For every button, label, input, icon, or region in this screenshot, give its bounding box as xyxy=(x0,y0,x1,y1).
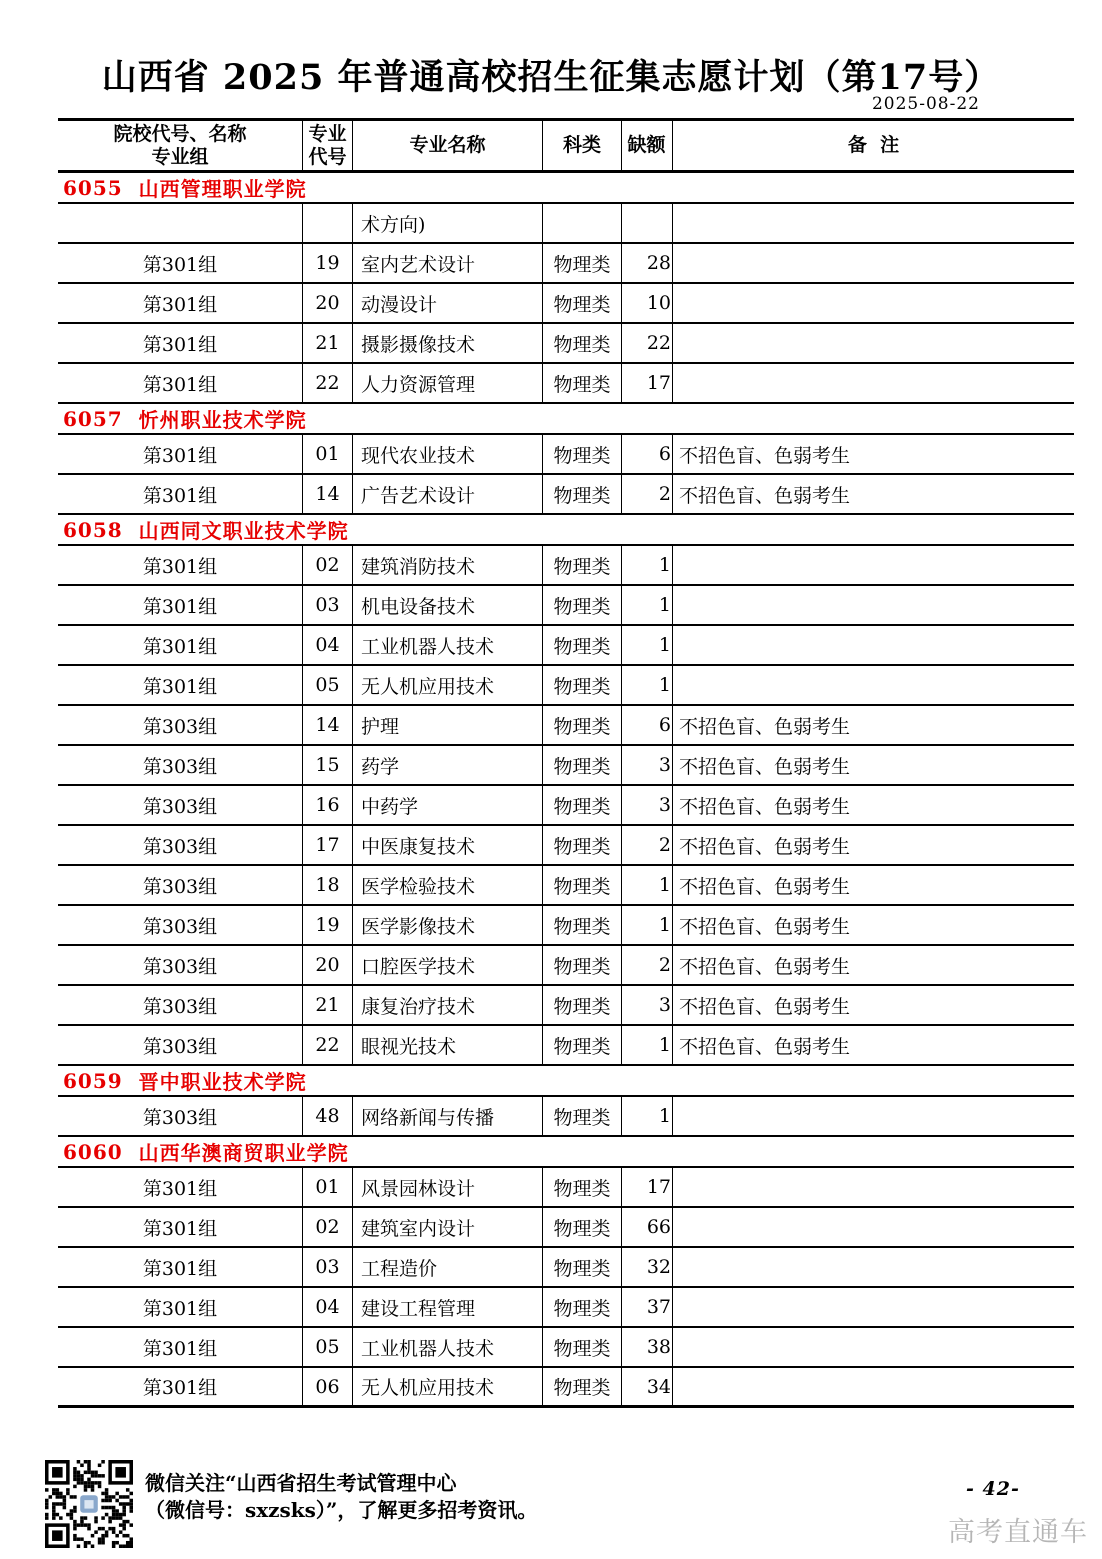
cell-vacancy: 66 xyxy=(622,1208,673,1246)
cell-major-code: 19 xyxy=(303,244,353,282)
wechat-qr-code xyxy=(45,1460,133,1548)
cell-vacancy: 1 xyxy=(622,586,673,624)
table-row xyxy=(58,866,1074,906)
cell-category: 物理类 xyxy=(543,1097,622,1135)
cell-category: 物理类 xyxy=(543,626,622,664)
cell-major-code: 21 xyxy=(303,986,353,1024)
cell-category: 物理类 xyxy=(543,746,622,784)
cell-major-name: 室内艺术设计 xyxy=(353,244,543,282)
cell-category: 物理类 xyxy=(543,986,622,1024)
cell-note xyxy=(673,324,1074,362)
cell-category: 物理类 xyxy=(543,1168,622,1206)
cell-category xyxy=(543,204,622,242)
table-row xyxy=(58,1168,1074,1208)
table-row xyxy=(58,986,1074,1026)
cell-vacancy xyxy=(622,204,673,242)
table-row xyxy=(58,786,1074,826)
section-code: 6058 xyxy=(63,517,123,542)
table-row xyxy=(58,435,1074,475)
cell-note xyxy=(673,284,1074,322)
cell-vacancy: 2 xyxy=(622,475,673,513)
table-row xyxy=(58,586,1074,626)
cell-major-code: 01 xyxy=(303,435,353,473)
cell-note xyxy=(673,204,1074,242)
cell-major-name: 风景园林设计 xyxy=(353,1168,543,1206)
cell-major-name: 无人机应用技术 xyxy=(353,666,543,704)
cell-note: 不招色盲、色弱考生 xyxy=(679,444,851,467)
table-row xyxy=(58,1097,1074,1137)
section-college-name: 忻州职业技术学院 xyxy=(138,408,307,432)
cell-category: 物理类 xyxy=(543,906,622,944)
table-row xyxy=(58,284,1074,324)
cell-major-name: 康复治疗技术 xyxy=(353,986,543,1024)
col-header-category xyxy=(543,121,622,170)
col-header-group-line: 院校代号、名称 xyxy=(113,122,247,145)
cell-vacancy: 2 xyxy=(622,946,673,984)
cell-group: 第303组 xyxy=(58,986,303,1024)
cell-group: 第303组 xyxy=(58,826,303,864)
cell-note: 不招色盲、色弱考生 xyxy=(679,875,851,898)
footer-line-2: （微信号：sxzsks）”，了解更多招考资讯。 xyxy=(145,1498,538,1522)
section-row xyxy=(58,404,1074,435)
cell-vacancy: 22 xyxy=(622,324,673,362)
cell-major-code: 05 xyxy=(303,1328,353,1366)
cell-note xyxy=(673,666,1074,704)
table-row xyxy=(58,946,1074,986)
col-header-major xyxy=(353,121,543,170)
cell-group: 第301组 xyxy=(58,666,303,704)
cell-group: 第301组 xyxy=(58,1368,303,1405)
table-row xyxy=(58,244,1074,284)
cell-major-name: 医学影像技术 xyxy=(353,906,543,944)
cell-category: 物理类 xyxy=(543,1328,622,1366)
cell-vacancy: 6 xyxy=(622,706,673,744)
cell-vacancy: 17 xyxy=(622,1168,673,1206)
section-row xyxy=(58,1137,1074,1168)
cell-major-code: 05 xyxy=(303,666,353,704)
cell-group: 第301组 xyxy=(58,1248,303,1286)
cell-vacancy: 6 xyxy=(622,435,673,473)
cell-group: 第301组 xyxy=(58,244,303,282)
cell-category: 物理类 xyxy=(543,364,622,402)
col-header-category-line: 科类 xyxy=(562,134,601,156)
cell-major-code: 22 xyxy=(303,364,353,402)
cell-note: 不招色盲、色弱考生 xyxy=(679,715,851,738)
cell-major-code: 16 xyxy=(303,786,353,824)
cell-major-code: 03 xyxy=(303,586,353,624)
section-code: 6059 xyxy=(63,1068,123,1093)
cell-major-code: 48 xyxy=(303,1097,353,1135)
page-title: 山西省 2025 年普通高校招生征集志愿计划（第17号） xyxy=(101,57,1001,98)
cell-major-code: 14 xyxy=(303,475,353,513)
table-row xyxy=(58,746,1074,786)
table-row xyxy=(58,546,1074,586)
cell-category: 物理类 xyxy=(543,435,622,473)
cell-major-name: 工业机器人技术 xyxy=(353,1328,543,1366)
cell-group: 第301组 xyxy=(58,1288,303,1326)
table-row xyxy=(58,706,1074,746)
cell-note xyxy=(673,1328,1074,1366)
cell-major-code: 04 xyxy=(303,1288,353,1326)
cell-group: 第303组 xyxy=(58,1097,303,1135)
cell-category: 物理类 xyxy=(543,546,622,584)
qr-code-svg xyxy=(45,1460,133,1548)
cell-note xyxy=(673,1208,1074,1246)
section-code: 6060 xyxy=(63,1139,123,1164)
table-row xyxy=(58,324,1074,364)
cell-category: 物理类 xyxy=(543,586,622,624)
cell-vacancy: 3 xyxy=(622,986,673,1024)
cell-category: 物理类 xyxy=(543,826,622,864)
col-header-vacancy xyxy=(622,121,673,170)
cell-vacancy: 1 xyxy=(622,626,673,664)
cell-major-code: 01 xyxy=(303,1168,353,1206)
cell-vacancy: 28 xyxy=(622,244,673,282)
cell-group: 第303组 xyxy=(58,1026,303,1064)
cell-major-name: 无人机应用技术 xyxy=(353,1368,543,1405)
table-row xyxy=(58,826,1074,866)
cell-major-code: 19 xyxy=(303,906,353,944)
table-row xyxy=(58,204,1074,244)
cell-group: 第301组 xyxy=(58,626,303,664)
cell-group: 第301组 xyxy=(58,1168,303,1206)
cell-note: 不招色盲、色弱考生 xyxy=(679,995,851,1018)
cell-major-name: 摄影摄像技术 xyxy=(353,324,543,362)
cell-major-code: 18 xyxy=(303,866,353,904)
cell-note xyxy=(673,1168,1074,1206)
cell-group: 第303组 xyxy=(58,946,303,984)
cell-major-code: 02 xyxy=(303,1208,353,1246)
col-header-note-line: 备 注 xyxy=(847,134,900,156)
cell-major-name: 术方向) xyxy=(353,204,543,242)
cell-group: 第303组 xyxy=(58,746,303,784)
cell-note xyxy=(673,546,1074,584)
cell-note: 不招色盲、色弱考生 xyxy=(679,755,851,778)
cell-major-code: 20 xyxy=(303,284,353,322)
cell-group: 第303组 xyxy=(58,866,303,904)
cell-vacancy: 10 xyxy=(622,284,673,322)
cell-note xyxy=(673,586,1074,624)
table-row xyxy=(58,1248,1074,1288)
table-row xyxy=(58,1368,1074,1408)
cell-category: 物理类 xyxy=(543,1026,622,1064)
section-college-name: 山西同文职业技术学院 xyxy=(138,519,349,543)
cell-vacancy: 1 xyxy=(622,1026,673,1064)
cell-note: 不招色盲、色弱考生 xyxy=(679,484,851,507)
cell-major-name: 工业机器人技术 xyxy=(353,626,543,664)
table-row xyxy=(58,1288,1074,1328)
col-header-group xyxy=(58,121,303,170)
table-row xyxy=(58,626,1074,666)
col-header-code-line: 代号 xyxy=(308,145,347,168)
cell-major-code: 15 xyxy=(303,746,353,784)
col-header-group-line: 专业组 xyxy=(151,145,209,168)
watermark-text: 高考直通车 xyxy=(948,1517,1088,1548)
vacancy-plan-table xyxy=(58,118,1074,1408)
cell-note: 不招色盲、色弱考生 xyxy=(679,795,851,818)
cell-major-code: 21 xyxy=(303,324,353,362)
cell-major-name: 口腔医学技术 xyxy=(353,946,543,984)
cell-category: 物理类 xyxy=(543,284,622,322)
cell-major-name: 医学检验技术 xyxy=(353,866,543,904)
cell-group: 第301组 xyxy=(58,1328,303,1366)
cell-note: 不招色盲、色弱考生 xyxy=(679,1035,851,1058)
cell-major-code: 20 xyxy=(303,946,353,984)
cell-vacancy: 2 xyxy=(622,826,673,864)
page-number: - 42- xyxy=(966,1478,1020,1500)
cell-group: 第301组 xyxy=(58,475,303,513)
cell-category: 物理类 xyxy=(543,324,622,362)
cell-note xyxy=(673,1097,1074,1135)
cell-vacancy: 3 xyxy=(622,746,673,784)
cell-major-name: 网络新闻与传播 xyxy=(353,1097,543,1135)
section-row xyxy=(58,173,1074,204)
table-row xyxy=(58,475,1074,515)
cell-vacancy: 34 xyxy=(622,1368,673,1405)
cell-group xyxy=(58,204,303,242)
cell-category: 物理类 xyxy=(543,866,622,904)
cell-vacancy: 1 xyxy=(622,1097,673,1135)
cell-group: 第301组 xyxy=(58,324,303,362)
cell-note: 不招色盲、色弱考生 xyxy=(679,955,851,978)
cell-category: 物理类 xyxy=(543,946,622,984)
cell-major-code: 14 xyxy=(303,706,353,744)
cell-major-name: 护理 xyxy=(353,706,543,744)
cell-major-name: 工程造价 xyxy=(353,1248,543,1286)
cell-group: 第301组 xyxy=(58,1208,303,1246)
cell-major-code: 03 xyxy=(303,1248,353,1286)
cell-major-code: 04 xyxy=(303,626,353,664)
col-header-vacancy-line: 缺额 xyxy=(627,134,666,156)
cell-vacancy: 37 xyxy=(622,1288,673,1326)
cell-vacancy: 1 xyxy=(622,906,673,944)
cell-major-name: 建筑消防技术 xyxy=(353,546,543,584)
cell-group: 第303组 xyxy=(58,786,303,824)
cell-note xyxy=(673,1368,1074,1405)
table-row xyxy=(58,1026,1074,1066)
cell-major-code: 22 xyxy=(303,1026,353,1064)
cell-group: 第301组 xyxy=(58,586,303,624)
cell-category: 物理类 xyxy=(543,706,622,744)
table-row xyxy=(58,364,1074,404)
table-row xyxy=(58,1208,1074,1248)
cell-vacancy: 1 xyxy=(622,666,673,704)
cell-major-code: 06 xyxy=(303,1368,353,1405)
cell-vacancy: 17 xyxy=(622,364,673,402)
col-header-major-line: 专业名称 xyxy=(409,134,486,156)
col-header-code-line: 专业 xyxy=(308,122,347,145)
cell-major-name: 中药学 xyxy=(353,786,543,824)
cell-group: 第301组 xyxy=(58,435,303,473)
cell-category: 物理类 xyxy=(543,666,622,704)
cell-note: 不招色盲、色弱考生 xyxy=(679,835,851,858)
cell-note xyxy=(673,1288,1074,1326)
cell-vacancy: 1 xyxy=(622,546,673,584)
cell-note xyxy=(673,244,1074,282)
cell-category: 物理类 xyxy=(543,1288,622,1326)
footer-wechat-notice xyxy=(145,1470,537,1524)
section-college-name: 山西管理职业学院 xyxy=(138,177,307,201)
cell-major-name: 广告艺术设计 xyxy=(353,475,543,513)
table-row xyxy=(58,906,1074,946)
cell-major-name: 现代农业技术 xyxy=(353,435,543,473)
section-code: 6055 xyxy=(63,175,123,200)
cell-major-name: 眼视光技术 xyxy=(353,1026,543,1064)
cell-category: 物理类 xyxy=(543,1368,622,1405)
cell-category: 物理类 xyxy=(543,1248,622,1286)
col-header-code xyxy=(303,121,353,170)
cell-group: 第301组 xyxy=(58,284,303,322)
section-row xyxy=(58,515,1074,546)
cell-major-name: 建设工程管理 xyxy=(353,1288,543,1326)
cell-note: 不招色盲、色弱考生 xyxy=(679,915,851,938)
cell-category: 物理类 xyxy=(543,475,622,513)
section-row xyxy=(58,1066,1074,1097)
cell-vacancy: 1 xyxy=(622,866,673,904)
cell-vacancy: 32 xyxy=(622,1248,673,1286)
cell-note xyxy=(673,626,1074,664)
table-header-row xyxy=(58,121,1074,173)
section-college-name: 晋中职业技术学院 xyxy=(138,1070,307,1094)
cell-category: 物理类 xyxy=(543,786,622,824)
cell-note xyxy=(673,1248,1074,1286)
cell-group: 第301组 xyxy=(58,364,303,402)
cell-major-name: 人力资源管理 xyxy=(353,364,543,402)
cell-vacancy: 38 xyxy=(622,1328,673,1366)
cell-category: 物理类 xyxy=(543,1208,622,1246)
cell-major-name: 机电设备技术 xyxy=(353,586,543,624)
cell-major-name: 建筑室内设计 xyxy=(353,1208,543,1246)
cell-major-code xyxy=(303,204,353,242)
section-code: 6057 xyxy=(63,406,123,431)
cell-vacancy: 3 xyxy=(622,786,673,824)
cell-group: 第303组 xyxy=(58,706,303,744)
col-header-note xyxy=(673,121,1074,170)
cell-major-name: 中医康复技术 xyxy=(353,826,543,864)
cell-group: 第301组 xyxy=(58,546,303,584)
table-row xyxy=(58,666,1074,706)
footer-line-1: 微信关注“山西省招生考试管理中心 xyxy=(145,1471,457,1495)
cell-major-name: 药学 xyxy=(353,746,543,784)
cell-category: 物理类 xyxy=(543,244,622,282)
cell-major-code: 17 xyxy=(303,826,353,864)
cell-note xyxy=(673,364,1074,402)
cell-major-code: 02 xyxy=(303,546,353,584)
document-date: 2025-08-22 xyxy=(871,94,980,114)
section-college-name: 山西华澳商贸职业学院 xyxy=(138,1141,349,1165)
table-row xyxy=(58,1328,1074,1368)
cell-major-name: 动漫设计 xyxy=(353,284,543,322)
cell-group: 第303组 xyxy=(58,906,303,944)
